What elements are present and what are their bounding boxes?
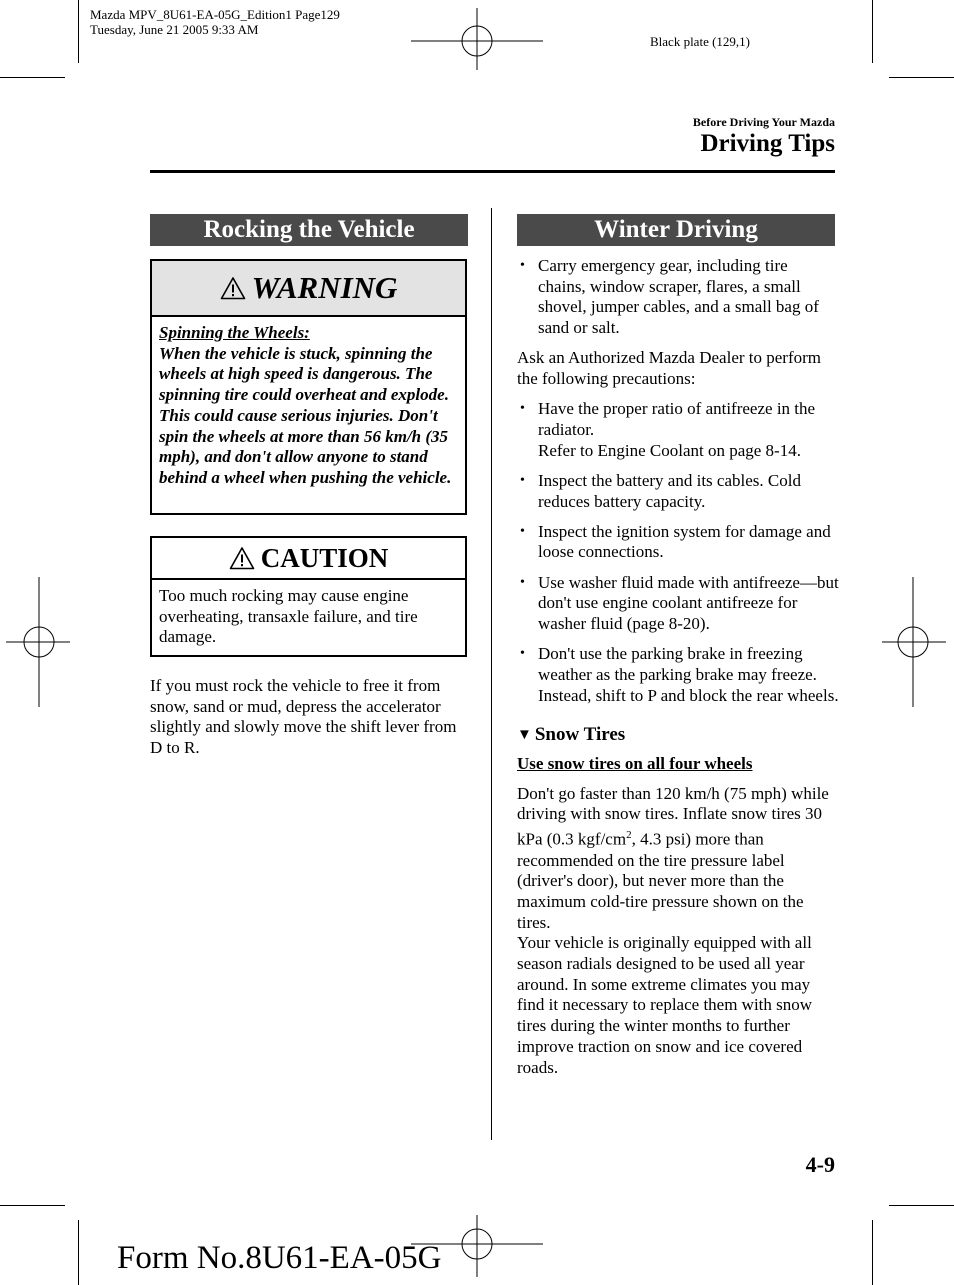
list-item: [517, 522, 839, 563]
bullet-icon: •: [520, 646, 525, 662]
bullet-icon: •: [520, 523, 525, 539]
list-item: [517, 399, 839, 461]
bullet-icon: •: [520, 401, 525, 417]
rocking-vehicle-heading: Rocking the Vehicle: [150, 214, 468, 246]
superscript: 2: [626, 829, 632, 842]
page-title: Driving Tips: [700, 130, 835, 157]
crop-mark: [0, 77, 65, 78]
warning-body: [152, 317, 465, 489]
header-rule: [150, 170, 835, 173]
warning-box: [150, 259, 467, 515]
print-job-info: [90, 7, 340, 37]
rocking-paragraph: If you must rock the vehicle to free it from snow, sand or mud, depress the accelerator slightly and slowly move the shift lever from D to R.: [150, 676, 457, 758]
crop-mark: [872, 1220, 873, 1285]
list-item: [517, 573, 839, 635]
bullet-icon: •: [520, 574, 525, 590]
registration-mark: [882, 577, 946, 707]
list-item-text: Don't use the parking brake in freezing weather as the parking brake may freeze. Instead, shift to P and block the rear wheels.: [538, 644, 839, 705]
column-divider: [491, 208, 492, 1140]
crop-mark: [872, 0, 873, 63]
list-item: [517, 471, 839, 512]
warning-header: [152, 261, 465, 317]
all-season-paragraph: Your vehicle is originally equipped with all season radials designed to be used all year around. In some extreme climates you may find it necessary to replace them with snow tires during the winter months to further improve traction on snow and ice covered roads.: [517, 933, 813, 1077]
list-item: [517, 256, 839, 339]
snow-tires-paragraph: [517, 784, 839, 934]
emergency-gear-list: [517, 256, 839, 339]
list-item-text: Carry emergency gear, including tire chains, window scraper, flares, a small shovel, jumper cables, and a small bag of sand or salt.: [538, 256, 819, 338]
section-label: Before Driving Your Mazda: [692, 115, 835, 129]
registration-mark: [411, 8, 543, 70]
snow-tires-heading: [517, 725, 839, 746]
caution-label: CAUTION: [260, 542, 389, 573]
triangle-down-icon: ▼: [517, 727, 532, 744]
list-item-text: Inspect the ignition system for damage and loose connections.: [538, 521, 831, 562]
warning-text: When the vehicle is stuck, spinning the wheels at high speed is dangerous. The spinning tire could overheat and explode. This could cause serious injuries. Don't spin the wheels at more than 56 km/h (35 mph), and don't allow anyone to stand behind a wheel when pushing the vehicle.: [159, 343, 452, 487]
snow-tires-text-end: , 4.3 psi) more than recommended on the tire pressure label (driver's door), but never more than the maximum cold-tire pressure shown on the tires.: [517, 829, 804, 932]
caution-triangle-icon: [229, 546, 255, 570]
registration-mark: [6, 577, 70, 707]
dealer-paragraph: Ask an Authorized Mazda Dealer to perform the following precautions:: [517, 348, 821, 389]
snow-tires-heading-text: Snow Tires: [534, 724, 626, 746]
snow-tires-subheading: Use snow tires on all four wheels: [517, 754, 753, 774]
list-item-text: Use washer fluid made with antifreeze―but don't use engine coolant antifreeze for washer fluid (page 8-20).: [538, 572, 839, 634]
winter-driving-content: [517, 256, 839, 1078]
winter-driving-heading: Winter Driving: [517, 214, 835, 246]
warning-subtitle: Spinning the Wheels:: [159, 323, 310, 342]
print-date-line: Tuesday, June 21 2005 9:33 AM: [90, 22, 259, 37]
caution-text: Too much rocking may cause engine overheating, transaxle failure, and tire damage.: [159, 586, 418, 647]
crop-mark: [78, 1220, 79, 1285]
list-item: [517, 644, 839, 706]
crop-mark: [889, 77, 954, 78]
list-item-text: Have the proper ratio of antifreeze in the radiator.: [538, 399, 816, 439]
warning-label: WARNING: [251, 270, 398, 305]
crop-mark: [889, 1205, 954, 1206]
engine-coolant-reference: Refer to Engine Coolant on page 8-14.: [538, 440, 801, 460]
snow-tires-text-start: Don't go faster than 120 km/h (75 mph) while driving with snow tires. Inflate snow tires 30 kPa (0.3 kgf/cm: [517, 783, 829, 849]
caution-box: [150, 536, 467, 657]
print-job-line: Mazda MPV_8U61-EA-05G_Edition1 Page129: [90, 7, 340, 22]
bullet-icon: •: [520, 258, 525, 273]
caution-header: [152, 538, 465, 580]
crop-mark: [78, 0, 79, 63]
warning-triangle-icon: [220, 276, 246, 300]
crop-mark: [0, 1205, 65, 1206]
bullet-icon: •: [520, 472, 525, 488]
form-number: Form No.8U61-EA-05G: [117, 1240, 442, 1276]
plate-label: Black plate (129,1): [650, 34, 750, 49]
page-number: 4-9: [805, 1152, 835, 1177]
list-item-text: Inspect the battery and its cables. Cold reduces battery capacity.: [538, 470, 801, 511]
precaution-list: [517, 399, 839, 706]
